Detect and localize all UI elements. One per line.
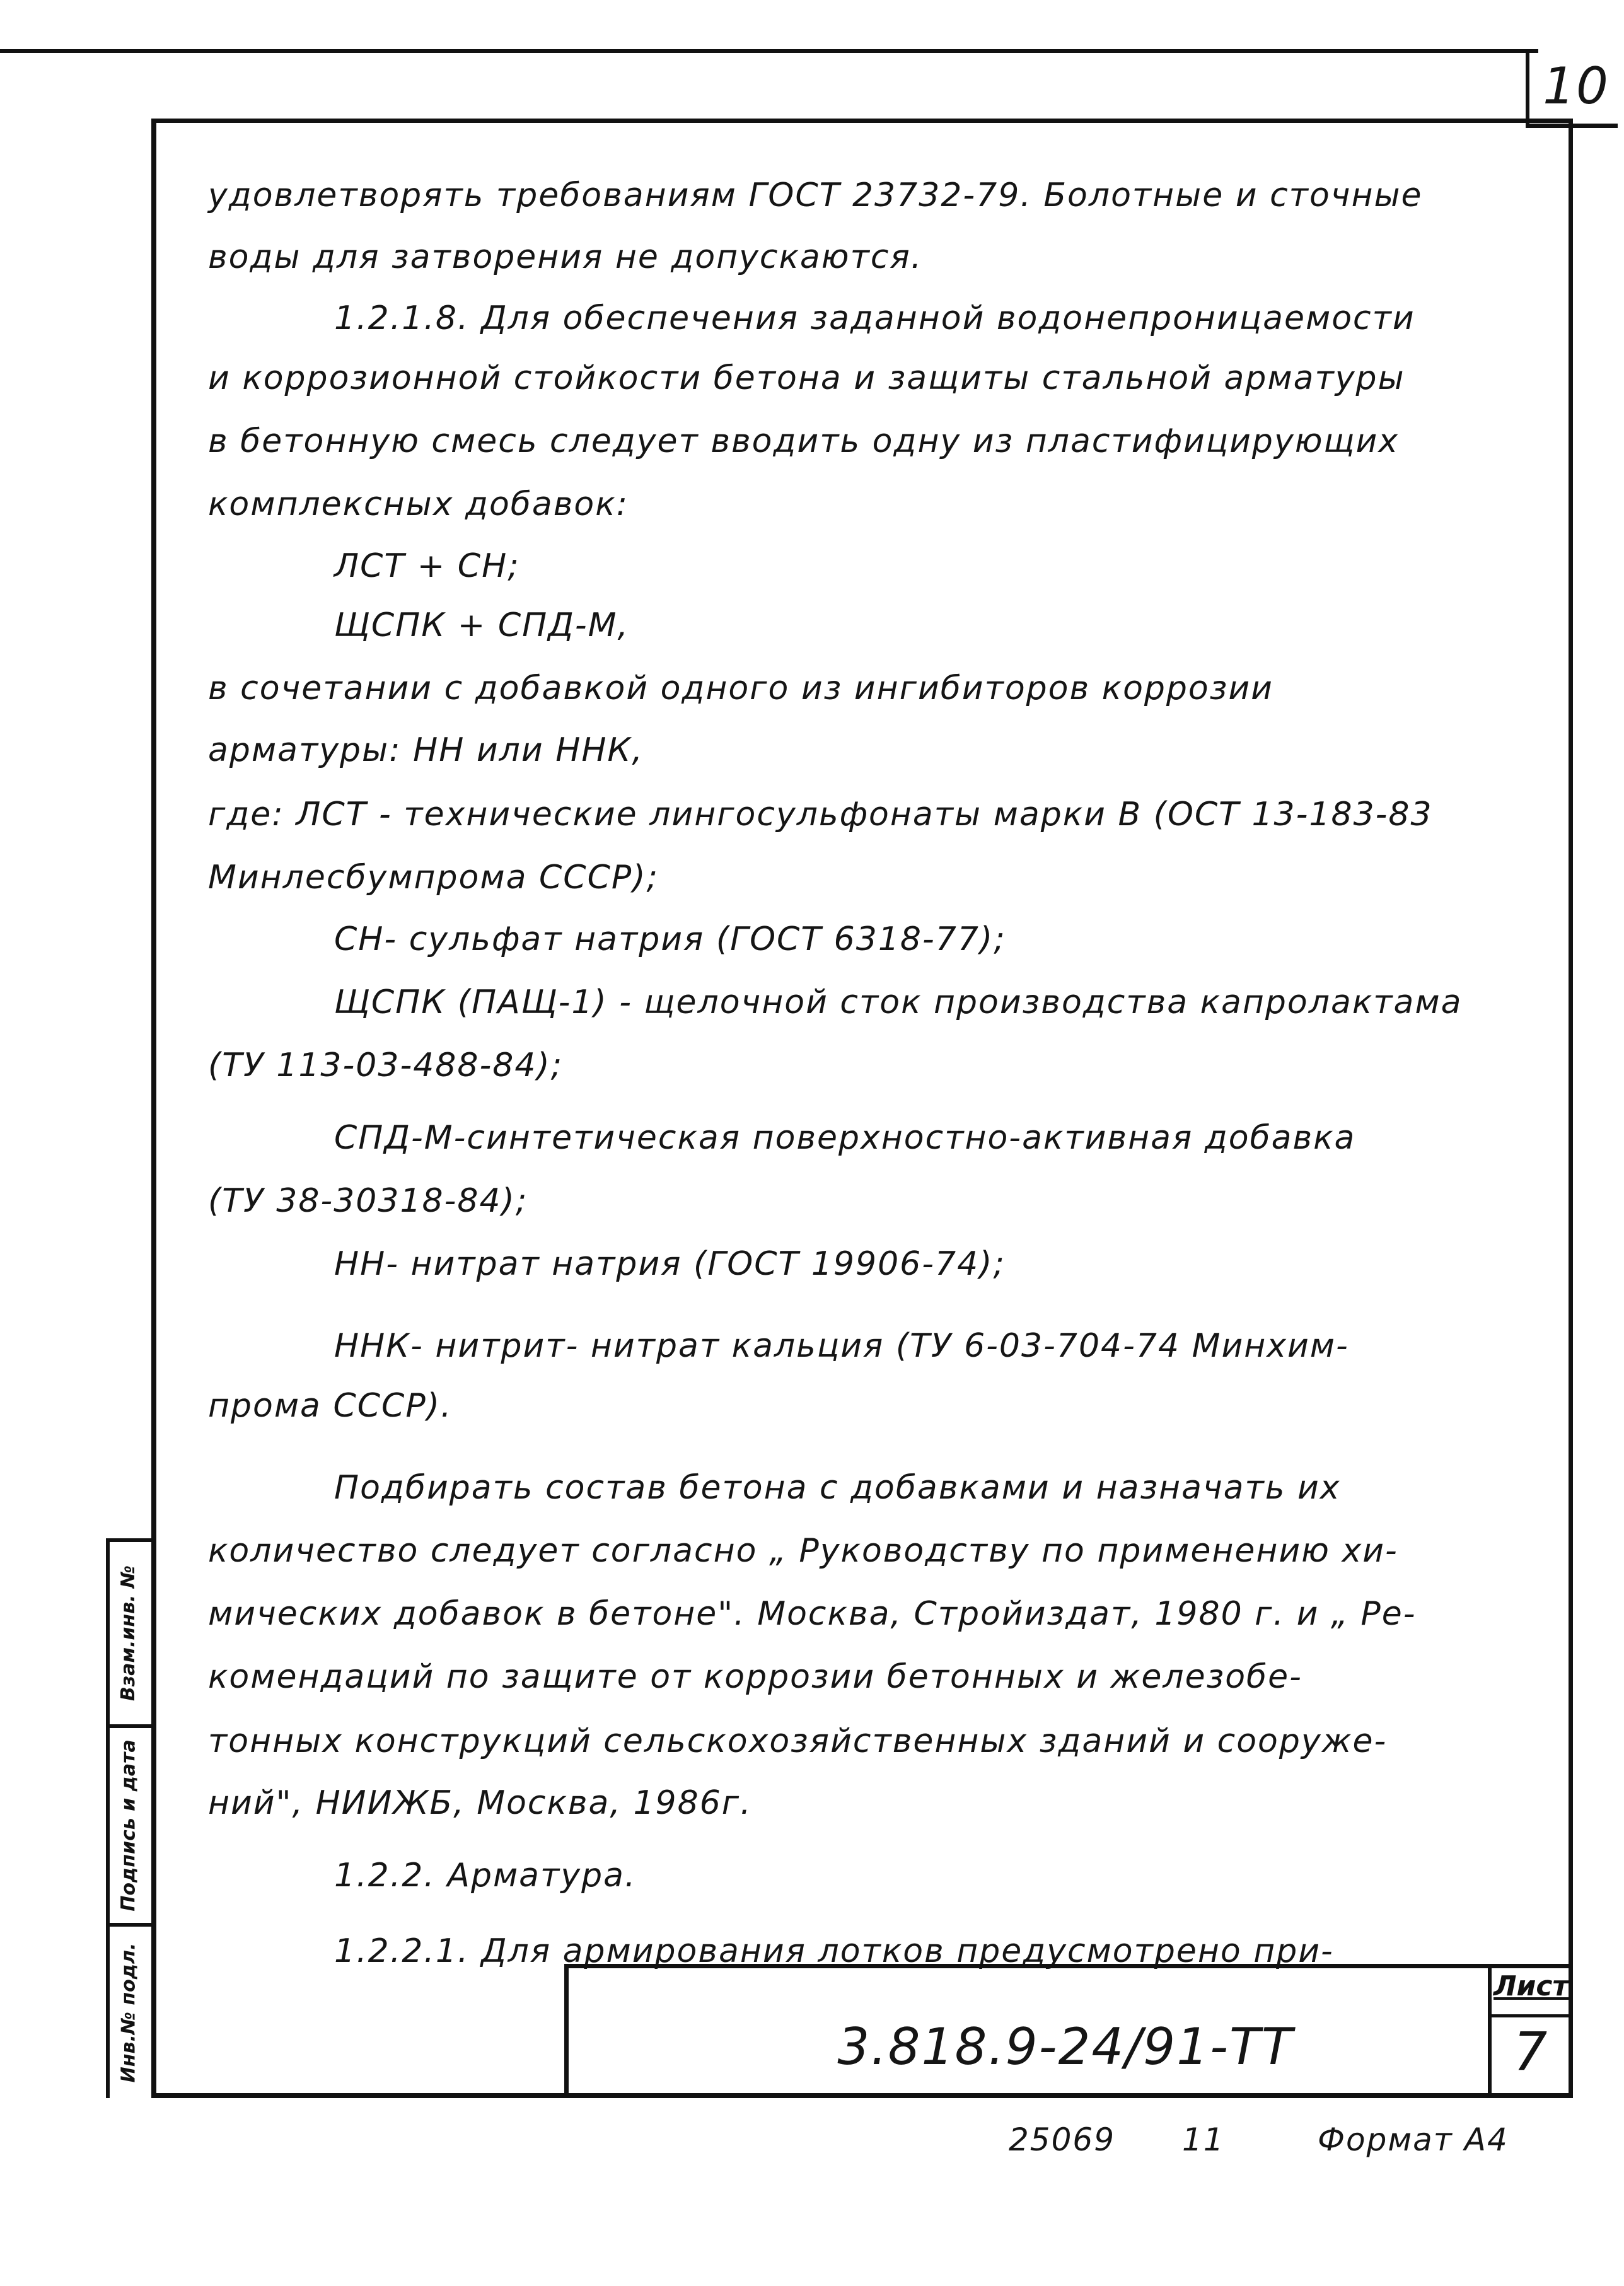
top-rule [0, 49, 1538, 53]
text-line: ННК- нитрит- нитрат кальция (ТУ 6-03-704-74 Минхим- [334, 1327, 1349, 1365]
text-line: удовлетворять требованиям ГОСТ 23732-79. Болотные и сточные [208, 177, 1423, 214]
stamp-inv-podl: Инв.№ подл. [117, 1942, 140, 2082]
text-line: НН- нитрат натрия (ГОСТ 19906-74); [334, 1245, 1006, 1283]
text-line: тонных конструкций сельскохозяйственных зданий и сооруже- [208, 1722, 1388, 1760]
text-line: и коррозионной стойкости бетона и защиты стальной арматуры [208, 359, 1405, 397]
stamp-podpis-data: Подпись и дата [117, 1739, 140, 1912]
text-line: ний", НИИЖБ, Москва, 1986г. [208, 1784, 752, 1822]
text-line: Подбирать состав бетона с добавками и назначать их [334, 1469, 1341, 1507]
footer-format: Формат А4 [1318, 2121, 1509, 2158]
text-line: комплексных добавок: [208, 485, 629, 523]
text-line: в сочетании с добавкой одного из ингибиторов коррозии [208, 670, 1273, 707]
page-number: 10 [1543, 57, 1610, 115]
sheet-label: Лист [1494, 1970, 1569, 2002]
text-line: комендаций по защите от коррозии бетонных и железобе- [208, 1658, 1302, 1696]
stamp-vzam-inv: Взам.инв. № [117, 1565, 140, 1702]
text-line: где: ЛСТ - технические лингосульфонаты марки В (ОСТ 13-183-83 [208, 796, 1433, 833]
text-line: ЛСТ + СН; [334, 547, 520, 585]
text-line: СПД-М-синтетическая поверхностно-активная добавка [334, 1119, 1356, 1157]
text-line: СН- сульфат натрия (ГОСТ 6318-77); [334, 920, 1006, 958]
text-line: 1.2.2. Арматура. [334, 1857, 637, 1894]
text-line: количество следует согласно „ Руководству по применению хи- [208, 1532, 1398, 1570]
text-line: (ТУ 113-03-488-84); [208, 1047, 564, 1084]
text-line: мических добавок в бетоне". Москва, Стройиздат, 1980 г. и „ Ре- [208, 1595, 1417, 1633]
document-code: 3.818.9-24/91-ТТ [837, 2017, 1294, 2076]
text-line: ЩСПК (ПАЩ-1) - щелочной сток производства капролактама [334, 983, 1463, 1021]
text-line: Минлесбумпрома СССР); [208, 859, 659, 896]
sheet-number: 7 [1513, 2021, 1549, 2082]
text-line: 1.2.1.8. Для обеспечения заданной водонепроницаемости [334, 299, 1415, 337]
text-line: (ТУ 38-30318-84); [208, 1182, 528, 1220]
text-line: прома СССР). [208, 1387, 453, 1425]
text-line: воды для затворения не допускаются. [208, 238, 923, 276]
text-line: в бетонную смесь следует вводить одну из пластифицирующих [208, 422, 1400, 460]
text-line: ЩСПК + СПД-М, [334, 606, 630, 644]
footer-number: 25069 [1009, 2121, 1116, 2158]
text-line: 1.2.2.1. Для армирования лотков предусмотрено при- [334, 1932, 1334, 1970]
text-line: арматуры: НН или ННК, [208, 731, 644, 769]
footer-extra: 11 [1182, 2121, 1225, 2158]
sheet-divider [1488, 2014, 1573, 2017]
